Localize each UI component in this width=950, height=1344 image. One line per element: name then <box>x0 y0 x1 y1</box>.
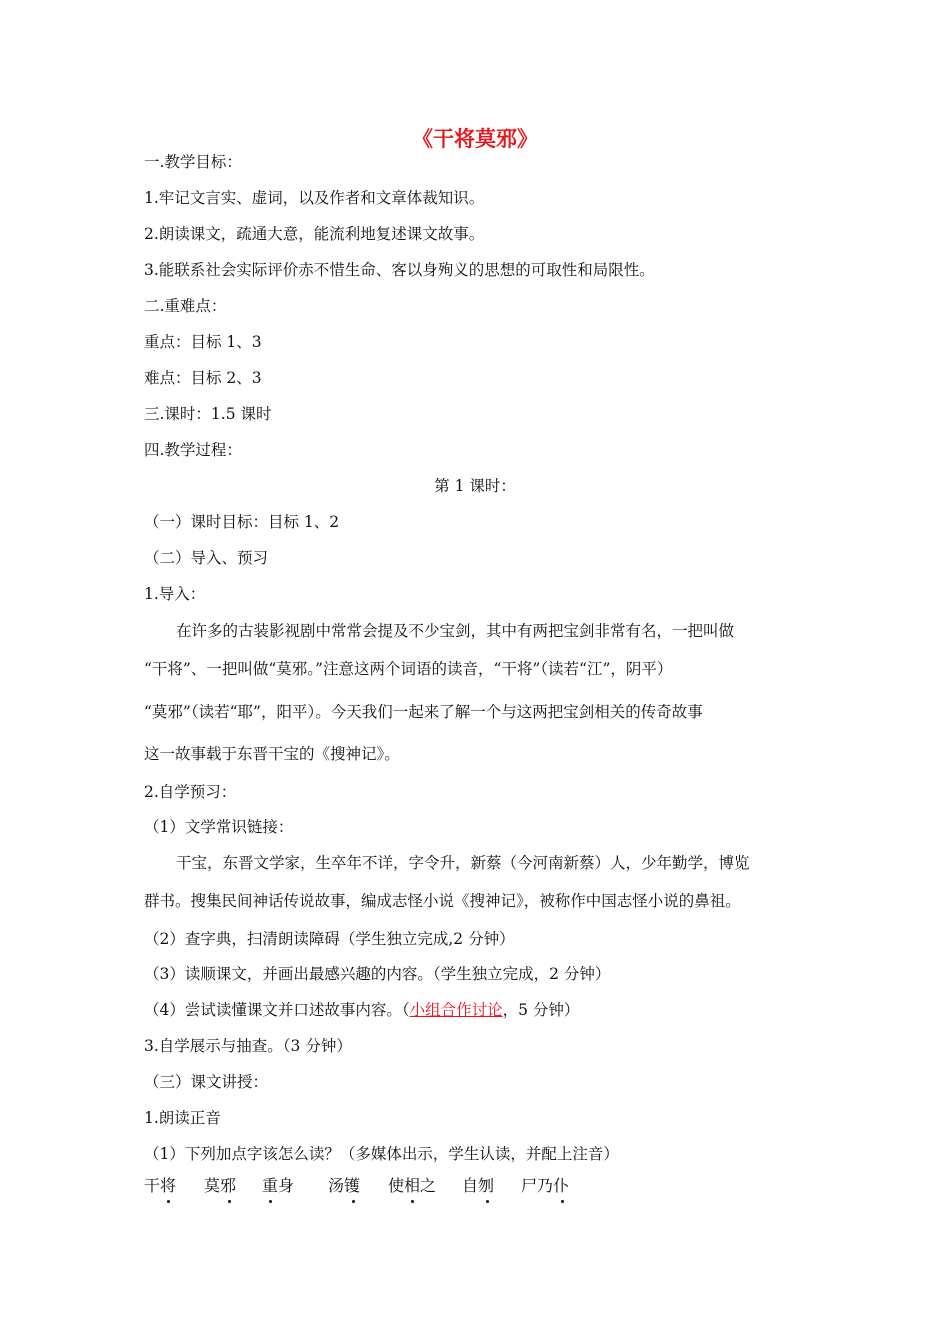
emphasis-dot <box>352 1200 355 1203</box>
goal-item-1: 1.牢记文言实、虚词，以及作者和文章体裁知识。 <box>144 189 485 207</box>
section-heading-hours: 三.课时：1.5 课时 <box>144 405 272 423</box>
subheading-self-study: 2.自学预习： <box>144 783 237 801</box>
intro-paragraph-line-1: 在许多的古装影视剧中常常会提及不少宝剑，其中有两把宝剑非常有名，一把叫做 <box>176 622 735 640</box>
word-ganjiang: 干将 <box>144 1176 177 1195</box>
word-zhongshen: 重身 <box>262 1176 295 1195</box>
intro-paragraph-line-2: “干将”、一把叫做“莫邪。”注意这两个词语的读音，“干将”（读若“江”，阴平） <box>144 660 673 678</box>
literary-link-heading: （1）文学常识链接： <box>144 818 294 836</box>
emphasis-dot <box>411 1200 414 1203</box>
section-heading-process: 四.教学过程： <box>144 441 242 459</box>
task-read-through: （3）读顺课文，并画出最感兴趣的内容。（学生独立完成，2 分钟） <box>144 965 611 983</box>
subheading-intro: 1.导入： <box>144 585 206 603</box>
lesson-heading: 第 1 课时： <box>434 477 516 495</box>
difficulty-text: 难点：目标 2、3 <box>144 369 262 387</box>
intro-paragraph-line-3: “莫邪”（读若“耶”，阳平）。今天我们一起来了解一个与这两把宝剑相关的传奇故事 <box>144 703 703 721</box>
task-dictionary: （2）查字典，扫清朗读障碍（学生独立完成,2 分钟） <box>144 930 515 948</box>
goal-item-2: 2.朗读课文，疏通大意，能流利地复述课文故事。 <box>144 225 485 243</box>
emphasis-dot <box>269 1200 272 1203</box>
intro-paragraph-line-4: 这一故事载于东晋干宝的《搜神记》。 <box>144 745 400 763</box>
author-paragraph-line-2: 群书。搜集民间神话传说故事，编成志怪小说《搜神记》，被称作中国志怪小说的鼻祖。 <box>144 892 741 910</box>
task-group-text-after: ，5 分钟） <box>502 1001 580 1019</box>
subheading-intro-preview: （二）导入、预习 <box>144 549 269 567</box>
reading-pronunciation-heading: 1.朗读正音 <box>144 1109 221 1127</box>
goal-item-3: 3.能联系社会实际评价赤不惜生命、客以身殉义的思想的可取性和局限性。 <box>144 261 655 279</box>
emphasis-dot <box>486 1200 489 1203</box>
word-tanghuo: 汤镬 <box>328 1176 361 1195</box>
word-shinaipu: 尸乃仆 <box>521 1176 570 1195</box>
word-shixiangzhi: 使相之 <box>388 1176 437 1195</box>
lesson-goal: （一）课时目标：目标 1、2 <box>144 513 340 531</box>
pronunciation-instruction: （1）下列加点字该怎么读？（多媒体出示，学生认读，并配上注音） <box>144 1145 619 1163</box>
author-paragraph-line-1: 干宝，东晋文学家，生卒年不详，字令升，新蔡（今河南新蔡）人，少年勤学，博览 <box>176 854 750 872</box>
word-ziwen: 自刎 <box>462 1176 495 1195</box>
section-heading-goals: 一.教学目标： <box>144 153 242 171</box>
subheading-lecture: （三）课文讲授： <box>144 1073 269 1091</box>
emphasis-dot <box>228 1200 231 1203</box>
document-title: 《干将莫邪》 <box>412 127 538 151</box>
emphasis-dot <box>561 1200 564 1203</box>
emphasis-dot <box>167 1200 170 1203</box>
self-study-check: 3.自学展示与抽查。（3 分钟） <box>144 1037 352 1055</box>
group-discussion-link[interactable]: 小组合作讨论 <box>409 1001 503 1019</box>
task-group-text-before: （4）尝试读懂课文并口述故事内容。（ <box>144 1001 410 1019</box>
section-heading-key-points: 二.重难点： <box>144 297 227 315</box>
key-point-text: 重点：目标 1、3 <box>144 333 262 351</box>
word-moye: 莫邪 <box>204 1176 237 1195</box>
task-group-discussion <box>144 999 579 1021</box>
